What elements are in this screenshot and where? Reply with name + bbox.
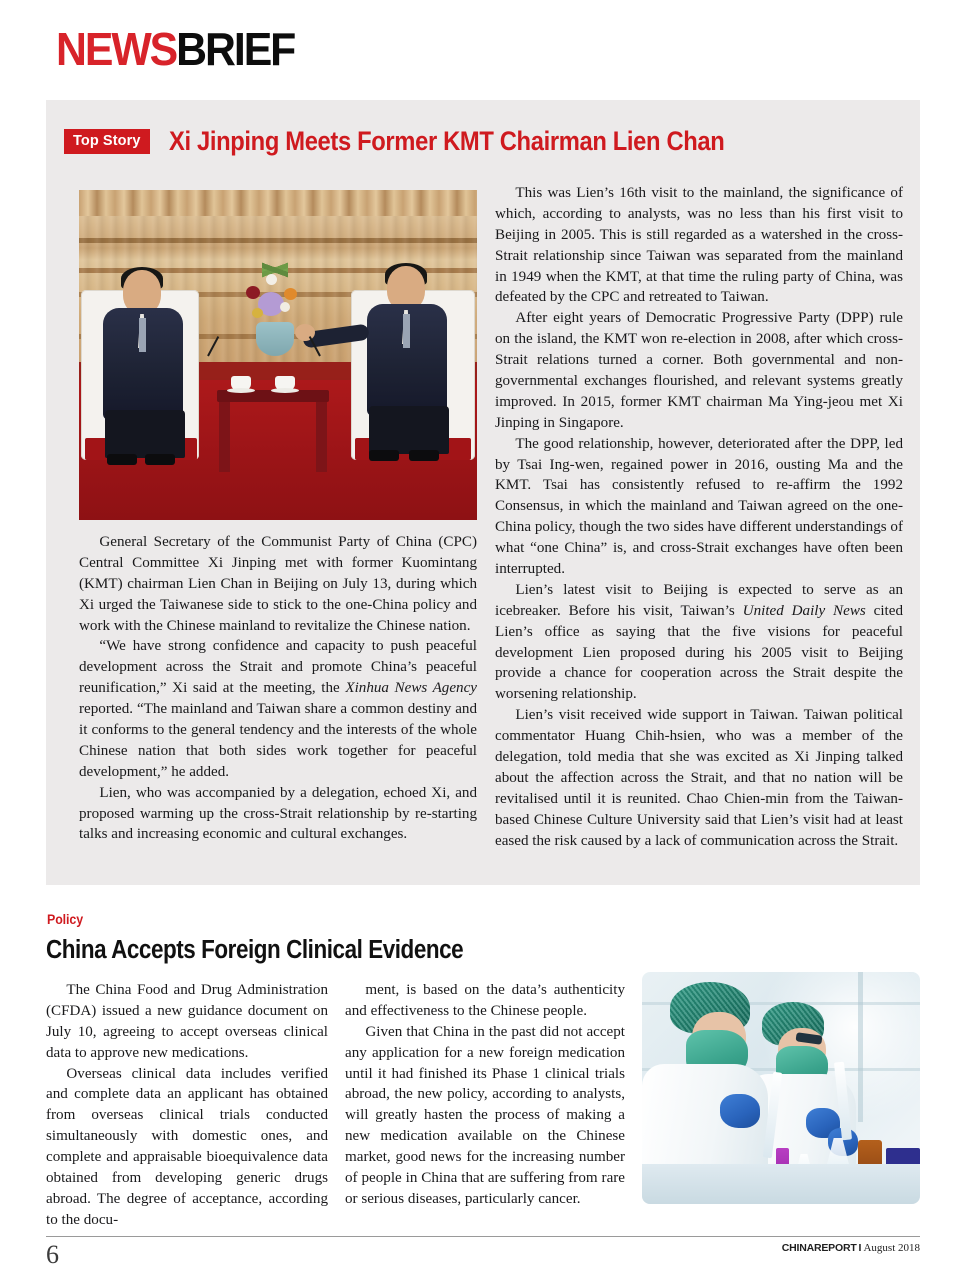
paragraph: Lien, who was accompanied by a delegation, echoed Xi, and proposed warming up the cross-Strait relationship by re-starting talks and increasing economic and cultural exchanges. [79,784,477,843]
photo-tie-right [403,314,410,348]
photo-legs-right [369,406,449,454]
top-story-panel [46,100,920,885]
photo-ceiling-frieze [79,190,477,218]
policy-right-column [345,980,625,1210]
masthead [56,23,295,75]
photo-table-leg-a [219,402,230,472]
folio [782,1242,920,1254]
masthead-brief: BRIEF [176,23,295,75]
photo-shoe-right-a [369,450,399,461]
paragraph: Overseas clinical data includes verified and complete data an applicant has obtained from overseas clinical trials conducted simultaneously with domestic ones, and complete and appraisable bioequivalence data obtained from developing generic drugs abroad. The degree of acceptance, according to the docu- [46,1065,328,1228]
paragraph: Lien’s latest visit to Beijing is expected to serve as an icebreaker. Before his visit, Taiwan’s United Daily News cited Lien’s office as saying that the five visions for peaceful development Lien proposed during his 2005 visit to Beijing provide a chance for cooperation across the Strait despite the worsening relationship. [495,581,904,703]
photo-flower-arrangement [234,230,314,360]
italic-title: Xinhua News Agency [345,680,478,697]
lead-photo [79,190,477,520]
photo-glove-front-a [720,1094,760,1128]
photo-bloom-white-b [280,302,290,312]
photo-vase [256,322,294,356]
issue-date: August 2018 [863,1242,920,1254]
photo-lab-bench [642,1164,920,1204]
photo-bloom-white-a [266,274,277,285]
policy-headline: China Accepts Foreign Clinical Evidence [46,936,464,964]
lab-photo [642,972,920,1204]
paragraph: The good relationship, however, deteriorated after the DPP, led by Tsai Ing-wen, regained power in 2016, ousting Ma and the KMT. Tsai has consistently refused to re-affirm the 1992 Consensus, in which the mainland and Taiwan agreed on the one-China policy, though the two sides have different understandings of what “one China” is, and cross-Strait exchanges have often been interrupted. [495,435,903,578]
paragraph: This was Lien’s 16th visit to the mainland, the significance of which, according to analysts, was no less than his first visit to Beijing in 2005. This is still regarded as a watershed in the cross-Strait relationship since Taiwan was separated from the mainland in 1949 when the KMT, at that time the ruling party of China, was defeated by the CPC and retreated to Taiwan. [495,185,903,306]
page-number: 6 [46,1240,59,1269]
paragraph: General Secretary of the Communist Party of China (CPC) Central Committee Xi Jinping met with former Kuomintang (KMT) chairman Lien Chan in Beijing on July 13, during which Xi urged the Taiwanese side to stick to the one-China policy and work with the Chinese mainland to revitalize the Chinese nation. [79,534,477,634]
top-story-left-column [79,532,477,845]
top-story-header [64,128,800,155]
paragraph: Given that China in the past did not accept any application for a new foreign medication until it had finished its Phase 1 clinical trials abroad, the new policy, according to analysts, will greatly hasten the process of making a new medication available on the Chinese market, good news for the increasing number of people in China that are suffering from rare or serious diseases, particularly cancer. [345,1023,625,1207]
publication-name: CHINAREPORT [781,1242,857,1254]
photo-bloom-orange [284,288,297,300]
photo-person-right [365,266,449,416]
paragraph: Lien’s visit received wide support in Taiwan. Taiwan political commentator Huang Chih-hsien, who was a member of the delegation, told media that she was excited as Xi Jinping talked about the affection across the Strait, and that no nation will be revitalised until it is reunited. Chao Chien-min from the Taiwan-based Chinese Culture University said that Lien’s visit had at least eased the risk caused by a lack of communication across the Strait. [495,707,903,849]
photo-shoe-left-a [107,454,137,465]
photo-table-leg-b [316,402,327,472]
photo-bloom-red [246,286,260,299]
photo-bloom-yellow [252,308,263,318]
photo-tie-left [139,318,146,352]
photo-shoe-left-b [145,454,175,465]
photo-legs-left [105,410,185,458]
italic-title: United Daily News [742,602,866,619]
photo-saucer-right [271,388,299,393]
status-badge: Top Story [64,129,150,155]
top-story-right-column [495,183,903,852]
folio-separator: I [858,1242,862,1254]
photo-shoe-right-b [409,450,439,461]
paragraph: “We have strong confidence and capacity to push peaceful development across the Strait and promote China’s peaceful reunification,” Xi said at the meeting, the Xinhua News Agency reported. “The mainland and Taiwan share a common destiny and it conforms to the general tendency and the interests of the whole Chinese nation that both sides work together for peaceful development,” he added. [79,638,478,780]
photo-person-left [101,270,185,420]
photo-saucer-left [227,388,255,393]
paragraph: After eight years of Democratic Progressive Party (DPP) rule on the island, the KMT won re-election in 2008, after which cross-Strait relations turned a corner. Both governmental and non-governmental exchanges flourished, and relevant systems greatly improved. In 2015, former KMT chairman Ma Ying-jeou met Xi Jinping in Singapore. [495,310,903,431]
masthead-news: NEWS [56,23,177,75]
paragraph: The China Food and Drug Administration (CFDA) issued a new guidance document on July 10, agreeing to accept overseas clinical data to approve new medications. [46,982,328,1061]
policy-left-column [46,980,328,1231]
page-title: Xi Jinping Meets Former KMT Chairman Lien Chan [168,126,724,156]
footer-divider [46,1236,920,1237]
paragraph: ment, is based on the data’s authenticity and effectiveness to the Chinese people. [345,982,625,1019]
policy-kicker: Policy [47,912,84,927]
photo-tea-table [217,390,329,472]
